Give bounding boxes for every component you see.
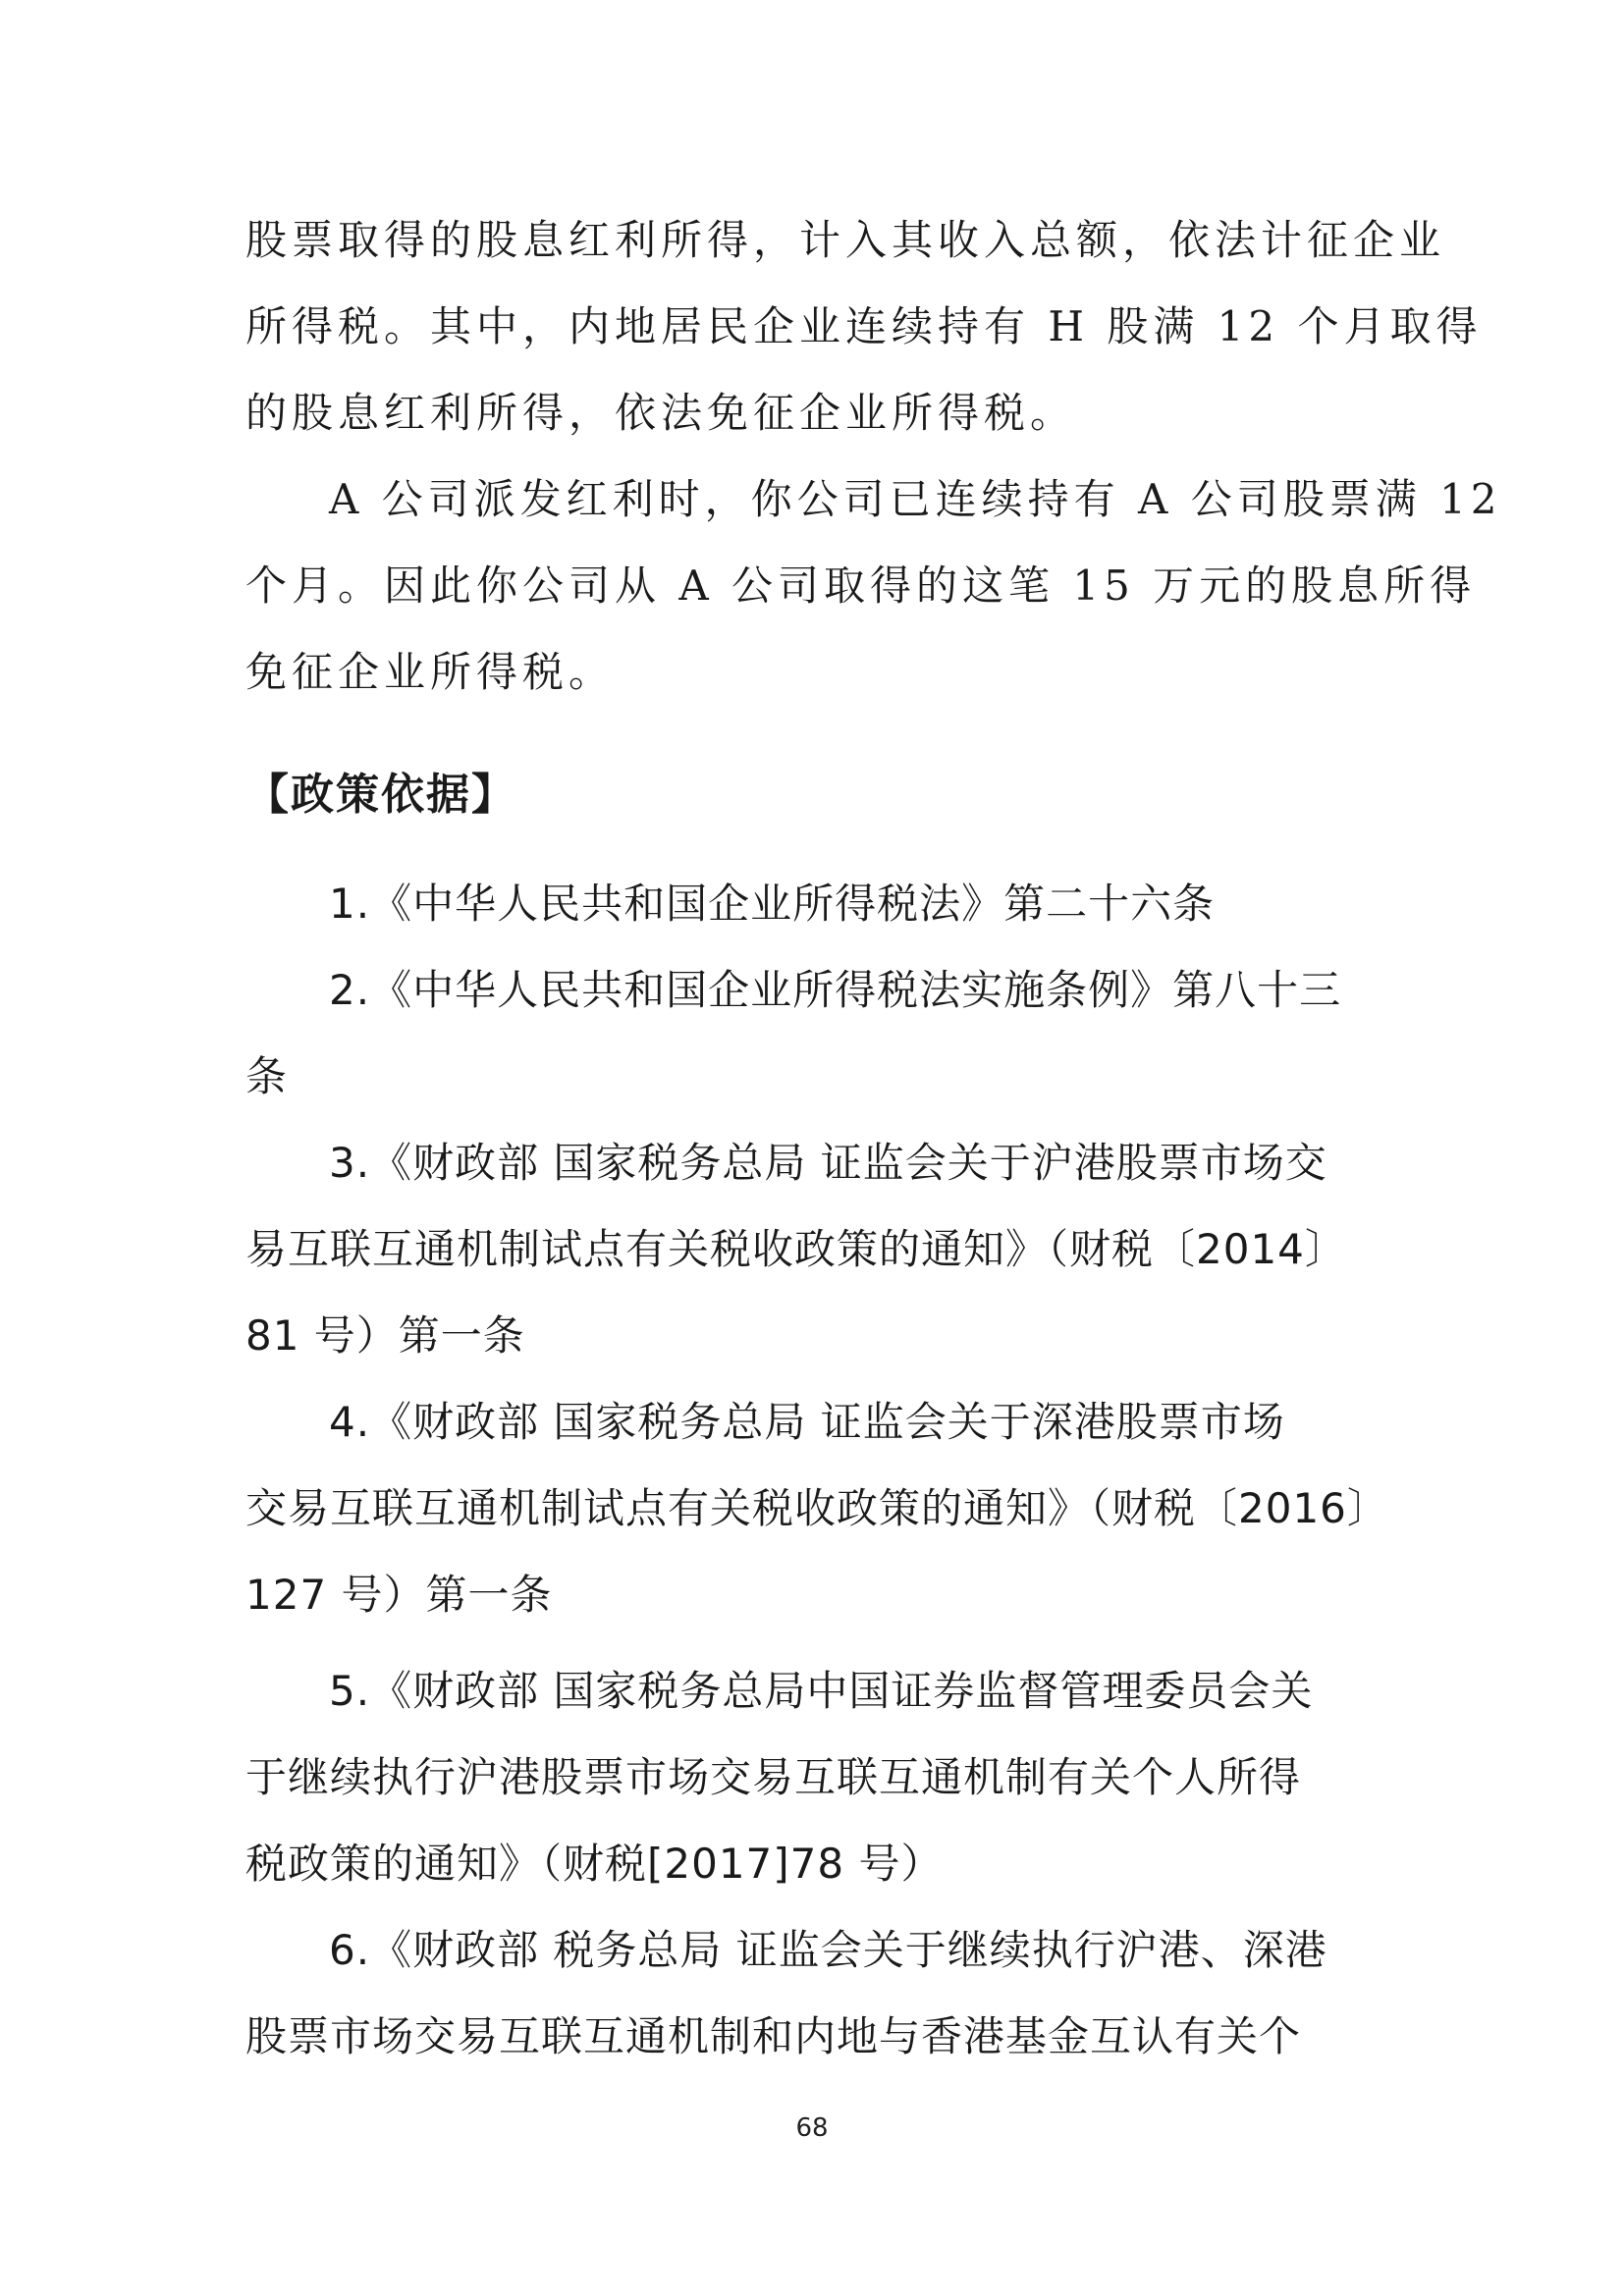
- body-paragraph-2-line-3: 免征企业所得税。: [245, 648, 616, 696]
- policy-item-6-line-2: 股票市场交易互联互通机制和内地与香港基金互认有关个: [245, 2012, 1302, 2060]
- policy-item-6-line-1: 6.《财政部 税务总局 证监会关于继续执行沪港、深港: [329, 1926, 1327, 1974]
- policy-item-2-line-2: 条: [245, 1052, 289, 1100]
- policy-item-3-line-2: 易互联互通机制试点有关税收政策的通知》（财税〔2014〕: [245, 1225, 1347, 1273]
- policy-item-5-line-1: 5.《财政部 国家税务总局中国证券监督管理委员会关: [329, 1667, 1314, 1715]
- policy-item-5-line-3: 税政策的通知》（财税[2017]78 号）: [245, 1840, 944, 1888]
- policy-item-3-line-1: 3.《财政部 国家税务总局 证监会关于沪港股票市场交: [329, 1139, 1327, 1187]
- body-paragraph-1-line-2: 所得税。其中，内地居民企业连续持有 H 股满 12 个月取得: [245, 302, 1483, 350]
- policy-item-4-line-2: 交易互联互通机制试点有关税收政策的通知》（财税〔2016〕: [245, 1484, 1389, 1532]
- policy-basis-heading: 【政策依据】: [245, 770, 516, 820]
- policy-item-1-line-1: 1.《中华人民共和国企业所得税法》第二十六条: [329, 880, 1216, 928]
- body-paragraph-2-line-2: 个月。因此你公司从 A 公司取得的这笔 15 万元的股息所得: [245, 561, 1477, 610]
- policy-item-3-line-3: 81 号）第一条: [245, 1311, 525, 1360]
- page-number: 68: [795, 2113, 829, 2143]
- policy-item-2-line-1: 2.《中华人民共和国企业所得税法实施条例》第八十三: [329, 966, 1342, 1014]
- policy-item-4-line-3: 127 号）第一条: [245, 1571, 553, 1619]
- body-paragraph-1-line-1: 股票取得的股息红利所得，计入其收入总额，依法计征企业: [245, 216, 1446, 264]
- policy-item-4-line-1: 4.《财政部 国家税务总局 证监会关于深港股票市场: [329, 1398, 1285, 1446]
- policy-item-5-line-2: 于继续执行沪港股票市场交易互联互通机制有关个人所得: [245, 1753, 1302, 1801]
- body-paragraph-2-line-1: A 公司派发红利时，你公司已连续持有 A 公司股票满 12: [329, 475, 1502, 523]
- body-paragraph-1-line-3: 的股息红利所得，依法免征企业所得税。: [245, 389, 1077, 437]
